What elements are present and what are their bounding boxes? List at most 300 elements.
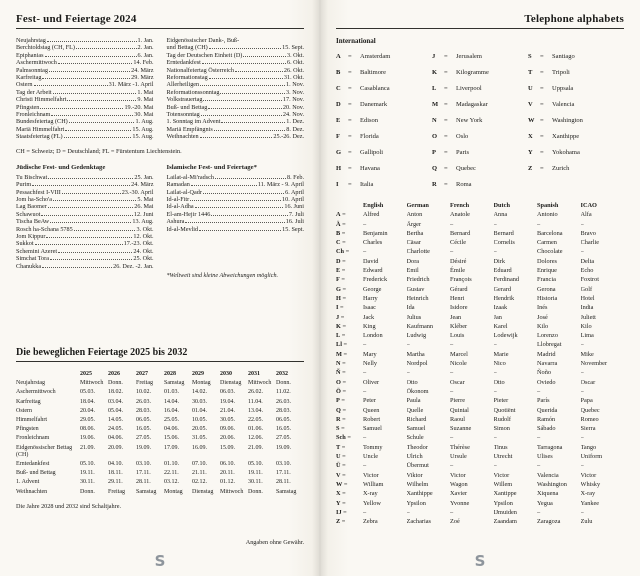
- alphabet-word: –: [406, 341, 410, 349]
- alphabet-word: Bertha: [406, 229, 424, 237]
- holiday-row: [167, 118, 305, 125]
- alphabet-letter-cell: [336, 340, 363, 349]
- alphabet-row: [336, 499, 624, 508]
- holiday-row: [16, 248, 154, 255]
- alphabet-word: Victor: [450, 471, 466, 479]
- movable-value: 20.09.: [108, 444, 123, 451]
- international-entry: [336, 113, 432, 129]
- equals-sign: =: [540, 85, 544, 92]
- alphabet-letter-cell: [336, 378, 363, 387]
- movable-value: 24.05.: [108, 426, 123, 433]
- holiday-row: [16, 233, 154, 240]
- international-entry: [528, 65, 624, 81]
- equals-sign: =: [540, 69, 544, 76]
- holiday-name: Rosch ha-Schana 5785: [16, 225, 73, 233]
- movable-value: Mittwoch: [80, 380, 104, 387]
- holiday-row: [16, 59, 154, 66]
- holiday-date: 17. Nov.: [282, 96, 304, 104]
- alphabet-word: Yvonne: [450, 499, 470, 507]
- equals-sign: =: [341, 341, 348, 349]
- entry-word: Jerusalem: [456, 53, 482, 60]
- jewish-holiday-list: [16, 174, 154, 270]
- alphabet-word: Hotel: [580, 294, 595, 302]
- international-entry: [432, 177, 528, 193]
- entry-word: Baltimore: [360, 69, 386, 76]
- entry-letter: L: [432, 85, 437, 92]
- movable-value: 28.11.: [276, 479, 291, 486]
- alphabet-word: India: [580, 304, 594, 312]
- holiday-date: 15. Sept.: [282, 44, 304, 52]
- movable-value: Samstag: [276, 488, 297, 495]
- alphabet-word: Oviedo: [537, 378, 556, 386]
- alphabet-word: –: [450, 508, 454, 516]
- alphabet-letter: Ä: [336, 220, 341, 228]
- alphabet-word: –: [493, 369, 497, 377]
- movable-value: 11.02.: [276, 389, 291, 396]
- alphabet-letter: O: [336, 378, 341, 386]
- equals-sign: =: [340, 453, 346, 461]
- alphabet-word: Harry: [363, 294, 378, 302]
- holiday-row: [16, 263, 154, 270]
- equals-sign: =: [340, 229, 346, 237]
- alphabet-word: Hendrik: [493, 294, 515, 302]
- alphabet-word: Antonio: [537, 211, 558, 219]
- alphabet-word: Friedrich: [406, 276, 430, 284]
- entry-letter: A: [336, 53, 341, 60]
- alphabet-word: Kilo: [537, 322, 549, 330]
- alphabet-word: Rudolf: [493, 415, 511, 423]
- right-title-rule: [336, 28, 624, 29]
- international-entry: [336, 49, 432, 65]
- alphabet-word: Samuel: [363, 425, 382, 433]
- alphabet-word: Paula: [406, 397, 421, 405]
- movable-row-label: Ostern: [16, 407, 32, 414]
- dotted-leader: [69, 122, 135, 123]
- holiday-row: [167, 126, 305, 133]
- movable-value: 18.02.: [108, 389, 123, 396]
- holiday-date: 25.-26. Dez.: [273, 133, 304, 141]
- alphabet-word: Zaandam: [493, 518, 517, 526]
- entry-word: Valencia: [552, 101, 575, 108]
- movable-value: 20.05.: [192, 426, 207, 433]
- movable-value: Donn.: [108, 380, 123, 387]
- year-header: 2030: [220, 370, 232, 377]
- movable-value: 17.11.: [136, 470, 151, 477]
- alphabet-word: Gerard: [493, 285, 511, 293]
- holiday-name: 1. Sonntag im Advent: [166, 118, 221, 126]
- islamic-section: [167, 164, 305, 279]
- alphabet-word: November: [580, 360, 608, 368]
- dotted-leader: [53, 93, 137, 94]
- movable-value: Mittwoch: [220, 488, 244, 495]
- alphabet-word: Anna: [493, 211, 508, 219]
- holiday-name: Volkstrauertag: [166, 96, 203, 104]
- alphabet-letter-cell: [336, 396, 363, 405]
- alphabet-letter-cell: [336, 210, 363, 219]
- alphabet-word: Barcelona: [537, 229, 563, 237]
- holiday-name: El-am-Hejir 1446: [166, 210, 211, 218]
- movable-value: 14.04.: [164, 398, 179, 405]
- alphabet-word: Willem: [493, 480, 513, 488]
- entry-letter: Y: [528, 149, 533, 156]
- holiday-name: Pessachfest I-VIII: [16, 188, 61, 196]
- equals-sign: =: [348, 133, 352, 140]
- alphabet-letter: V: [336, 471, 341, 479]
- dotted-leader: [51, 115, 133, 116]
- dotted-leader: [185, 222, 284, 223]
- alphabet-row: [336, 489, 624, 498]
- movable-value: 28.11.: [136, 479, 151, 486]
- holiday-name: Bundesfeiertag (CH): [16, 118, 68, 126]
- alphabet-word: Jack: [363, 313, 375, 321]
- holiday-name: Allerheiligen: [166, 81, 200, 89]
- dotted-leader: [58, 252, 132, 253]
- movable-value: 19.04.: [220, 398, 235, 405]
- equals-sign: =: [444, 133, 448, 140]
- holiday-date: 12. Juni: [133, 210, 154, 218]
- alphabet-word: George: [363, 285, 382, 293]
- holiday-name: Purim: [16, 181, 32, 189]
- alphabet-word: Llobregat: [537, 341, 562, 349]
- movable-value: Freitag: [136, 380, 153, 387]
- equals-sign: =: [348, 101, 352, 108]
- entry-letter: U: [528, 85, 533, 92]
- alphabet-word: Ökonom: [406, 387, 429, 395]
- alphabet-word: –: [450, 248, 454, 256]
- equals-sign: =: [345, 434, 351, 442]
- holiday-date: 13. Aug.: [132, 218, 154, 226]
- entry-letter: Q: [432, 165, 438, 172]
- equals-sign: =: [340, 220, 346, 228]
- movable-value: Donn.: [276, 380, 291, 387]
- holiday-name: Lag Baomer: [16, 203, 47, 211]
- holiday-name: Lailat-al-Mi'radsch: [166, 173, 214, 181]
- movable-value: 15.09.: [220, 444, 235, 451]
- alphabet-word: Kléber: [450, 322, 468, 330]
- alphabet-letter-cell: [336, 266, 363, 275]
- movable-value: 21.09.: [80, 444, 95, 451]
- movable-row: [16, 379, 304, 388]
- alphabet-word: Quelle: [406, 406, 424, 414]
- jewish-section: [16, 164, 154, 279]
- alphabet-word: Whisky: [580, 480, 601, 488]
- equals-sign: =: [340, 267, 346, 275]
- language-header: Dutch: [493, 202, 510, 209]
- movable-value: 10.02.: [136, 389, 151, 396]
- holiday-row: [167, 59, 305, 66]
- alphabet-word: Wilhelm: [406, 480, 429, 488]
- equals-sign: =: [340, 332, 346, 340]
- movable-value: 30.03.: [192, 398, 207, 405]
- dotted-leader: [202, 63, 286, 64]
- alphabet-word: Yellow: [363, 499, 381, 507]
- holiday-date: 24. Nov.: [282, 111, 304, 119]
- year-header: 2032: [276, 370, 288, 377]
- entry-letter: K: [432, 69, 438, 76]
- movable-value: 18.04.: [80, 398, 95, 405]
- dotted-leader: [34, 85, 108, 86]
- alphabet-word: Alfred: [363, 211, 380, 219]
- equals-sign: =: [348, 165, 352, 172]
- alphabet-letter: I: [336, 304, 339, 312]
- alphabet-letter: A: [336, 211, 341, 219]
- movable-value: 05.03.: [80, 389, 95, 396]
- movable-value: 21.11.: [192, 470, 207, 477]
- alphabet-header-row: [336, 201, 624, 210]
- dotted-leader: [76, 48, 137, 49]
- holiday-row: [16, 67, 154, 74]
- alphabet-word: –: [406, 369, 410, 377]
- equals-sign: =: [444, 117, 448, 124]
- equals-sign: =: [348, 149, 352, 156]
- alphabet-row: [336, 378, 624, 387]
- alphabet-letter-cell: [336, 275, 363, 284]
- international-entry: [432, 97, 528, 113]
- holiday-date: 26. Okt.: [283, 66, 304, 74]
- movable-value: Donn.: [248, 488, 263, 495]
- alphabet-row: [336, 443, 624, 452]
- alphabet-row: [336, 368, 624, 377]
- alphabet-word: Xanthippe: [406, 490, 433, 498]
- alphabet-word: –: [450, 341, 454, 349]
- holiday-date: 17.-23. Okt.: [123, 240, 154, 248]
- holiday-row: [167, 37, 305, 44]
- movable-row-label: Pfingsten: [16, 426, 39, 433]
- holiday-row: [16, 96, 154, 103]
- movable-value: 06.05.: [276, 416, 291, 423]
- dotted-leader: [47, 41, 137, 42]
- equals-sign: =: [340, 406, 347, 414]
- alphabet-row: [336, 433, 624, 442]
- holiday-name: Tischa BeAw: [16, 218, 50, 226]
- alphabet-word: –: [580, 341, 584, 349]
- movable-value: 19.09.: [276, 444, 291, 451]
- movable-value: 03.04.: [108, 398, 123, 405]
- islamic-footnote: *Weltweit sind kleine Abweichungen möglich.: [166, 272, 279, 279]
- holiday-row: [16, 44, 154, 51]
- holiday-name: Eidgenössischer Dank-, Buß-: [166, 37, 240, 44]
- holiday-name: Epiphanias: [16, 51, 44, 59]
- alphabet-letter: G: [336, 285, 341, 293]
- movable-value: 26.02.: [248, 389, 263, 396]
- holiday-row: [167, 67, 305, 74]
- holiday-date: 15. Sept.: [282, 225, 304, 233]
- entry-letter: S: [528, 53, 532, 60]
- equals-sign: =: [340, 471, 346, 479]
- movable-value: 19.11.: [80, 470, 95, 477]
- equals-sign: =: [540, 53, 544, 60]
- movable-value: 07.10.: [192, 460, 207, 467]
- alphabet-row: [336, 480, 624, 489]
- movable-corner-cell: [16, 370, 80, 379]
- alphabet-word: –: [450, 369, 454, 377]
- movable-value: Samstag: [164, 380, 185, 387]
- movable-value: 26.03.: [276, 398, 291, 405]
- alphabet-word: Richard: [406, 415, 427, 423]
- alphabet-row: [336, 406, 624, 415]
- alphabet-word: Kaufmann: [406, 322, 434, 330]
- holiday-date: 2. Jan.: [137, 44, 154, 52]
- alphabet-word: Bravo: [580, 229, 596, 237]
- holiday-name: Id-al-Adha: [166, 203, 194, 211]
- holiday-name: Tu Bischwat: [16, 173, 48, 181]
- alphabet-letter-cell: [336, 350, 363, 359]
- alphabet-word: Nico: [493, 360, 506, 368]
- alphabet-letter-cell: [336, 489, 363, 498]
- equals-sign: =: [340, 499, 346, 507]
- alphabet-letter: T: [336, 443, 341, 451]
- alphabet-word: Marie: [493, 350, 509, 358]
- islamic-section-title: Islamische Fest- und Feiertage*: [166, 163, 257, 171]
- language-header: German: [406, 202, 429, 209]
- international-entry: [336, 97, 432, 113]
- alphabet-word: David: [363, 257, 379, 265]
- equals-sign: =: [444, 53, 448, 60]
- movable-value: 30.11.: [248, 479, 263, 486]
- dotted-leader: [42, 78, 130, 79]
- holiday-date: 31. Okt.: [283, 74, 304, 82]
- publisher-logo: S: [474, 552, 486, 570]
- alphabet-row: [336, 303, 624, 312]
- holiday-name: Totensonntag: [166, 111, 200, 119]
- movable-row: [16, 444, 304, 460]
- alphabet-word: Lodewijk: [493, 332, 518, 340]
- entry-word: Roma: [456, 181, 472, 188]
- alphabet-word: Xavier: [450, 490, 468, 498]
- movable-value: 20.04.: [80, 407, 95, 414]
- alphabet-word: Gérard: [450, 285, 468, 293]
- alphabet-word: IJmuiden: [493, 508, 517, 516]
- left-page-title: Fest- und Feiertage 2024: [16, 13, 137, 25]
- alphabet-letter: N: [336, 360, 341, 368]
- movable-value: Montag: [192, 380, 211, 387]
- international-entry: [432, 65, 528, 81]
- holiday-name: Schawuot: [16, 210, 41, 218]
- equals-sign: =: [340, 490, 346, 498]
- alphabet-word: Papa: [580, 397, 593, 405]
- alphabet-word: Francia: [537, 276, 556, 284]
- alphabet-row: [336, 471, 624, 480]
- equals-sign: =: [340, 211, 346, 219]
- language-header: French: [450, 202, 470, 209]
- alphabet-word: Uniform: [580, 453, 603, 461]
- holiday-row: [16, 81, 154, 88]
- movable-row-label: Himmelfahrt: [16, 416, 47, 423]
- dotted-leader: [74, 230, 136, 231]
- alphabet-word: Ypsilon: [493, 499, 513, 507]
- equals-sign: =: [340, 518, 346, 526]
- alphabet-word: Eduard: [493, 267, 512, 275]
- dotted-leader: [50, 222, 131, 223]
- movable-row-label: 1. Advent: [16, 479, 40, 486]
- alphabet-row: [336, 396, 624, 405]
- year-header: 2028: [164, 370, 176, 377]
- movable-value: 17.11.: [276, 470, 291, 477]
- leap-year-note: Die Jahre 2028 und 2032 sind Schaltjahre.: [16, 502, 121, 510]
- entry-letter: E: [336, 117, 341, 124]
- movable-value: 14.05.: [108, 416, 123, 423]
- dotted-leader: [45, 56, 137, 57]
- alphabet-word: Viktor: [406, 471, 423, 479]
- holiday-name: Erntedankfest: [166, 59, 201, 67]
- holiday-date: 5. Mai: [137, 195, 154, 203]
- holiday-row: [16, 203, 154, 210]
- equals-sign: =: [540, 149, 544, 156]
- alphabet-word: Charles: [363, 239, 383, 247]
- alphabet-word: King: [363, 322, 376, 330]
- international-entry: [528, 81, 624, 97]
- entry-word: Italia: [360, 181, 374, 188]
- dotted-leader: [209, 78, 283, 79]
- alphabet-letter: Ö: [336, 387, 341, 395]
- movable-value: 01.10.: [164, 460, 179, 467]
- alphabet-letter-cell: [336, 387, 363, 396]
- equals-sign: =: [540, 133, 544, 140]
- alphabet-word: Querida: [537, 406, 558, 414]
- alphabet-word: Victor: [580, 471, 597, 479]
- movable-value: 06.05.: [136, 416, 151, 423]
- equals-sign: =: [338, 304, 344, 312]
- holiday-row: [167, 96, 305, 103]
- entry-word: New York: [456, 117, 483, 124]
- movable-value: 04.06.: [164, 426, 179, 433]
- holiday-date: 1. Mai: [137, 88, 154, 96]
- movable-value: 18.11.: [108, 470, 123, 477]
- movable-value: 19.09.: [136, 444, 151, 451]
- movable-value: 20.11.: [220, 470, 235, 477]
- alphabet-word: Cornelis: [493, 239, 515, 247]
- entry-letter: N: [432, 117, 437, 124]
- holiday-date: 31. März -1. April: [108, 81, 154, 89]
- movable-value: 03.10.: [136, 460, 151, 467]
- alphabet-table: [336, 201, 624, 526]
- movable-row-label: Weihnachten: [16, 488, 48, 495]
- alphabet-word: Zoé: [450, 518, 460, 526]
- holiday-row: [16, 181, 154, 188]
- alphabet-word: Zulu: [580, 518, 593, 526]
- alphabet-word: Anton: [406, 211, 423, 219]
- movable-header-row: [16, 370, 304, 379]
- language-header: English: [363, 202, 384, 209]
- holiday-name: Ashura: [166, 218, 185, 226]
- holiday-name: Karfreitag: [16, 74, 42, 82]
- alphabet-row: [336, 461, 624, 470]
- movable-value: Samstag: [136, 488, 157, 495]
- alphabet-row: [336, 257, 624, 266]
- alphabet-word: Dora: [406, 257, 420, 265]
- holiday-name: Fronleichnam: [16, 111, 51, 119]
- dotted-leader: [195, 207, 284, 208]
- alphabet-word: Uncle: [363, 453, 379, 461]
- alphabet-letter-cell: [336, 368, 363, 377]
- holiday-name: Id-al-Fitr: [166, 195, 190, 203]
- holiday-date: 16. Juli: [285, 218, 304, 226]
- equals-sign: =: [540, 117, 544, 124]
- alphabet-word: Sábado: [537, 425, 556, 433]
- holiday-row: [167, 218, 305, 225]
- alphabet-word: Ñoño: [537, 369, 551, 377]
- alphabet-word: Zacharias: [406, 518, 431, 526]
- holiday-row: [167, 189, 305, 196]
- alphabet-word: Carmen: [537, 239, 557, 247]
- movable-value: 12.06.: [248, 435, 263, 442]
- alphabet-letter-cell: [336, 313, 363, 322]
- entry-letter: O: [432, 133, 438, 140]
- alphabet-word: Charlie: [580, 239, 600, 247]
- holidays-2024-section: [16, 37, 304, 141]
- alphabet-word: Dolores: [537, 257, 557, 265]
- movable-holidays-section: [16, 346, 304, 546]
